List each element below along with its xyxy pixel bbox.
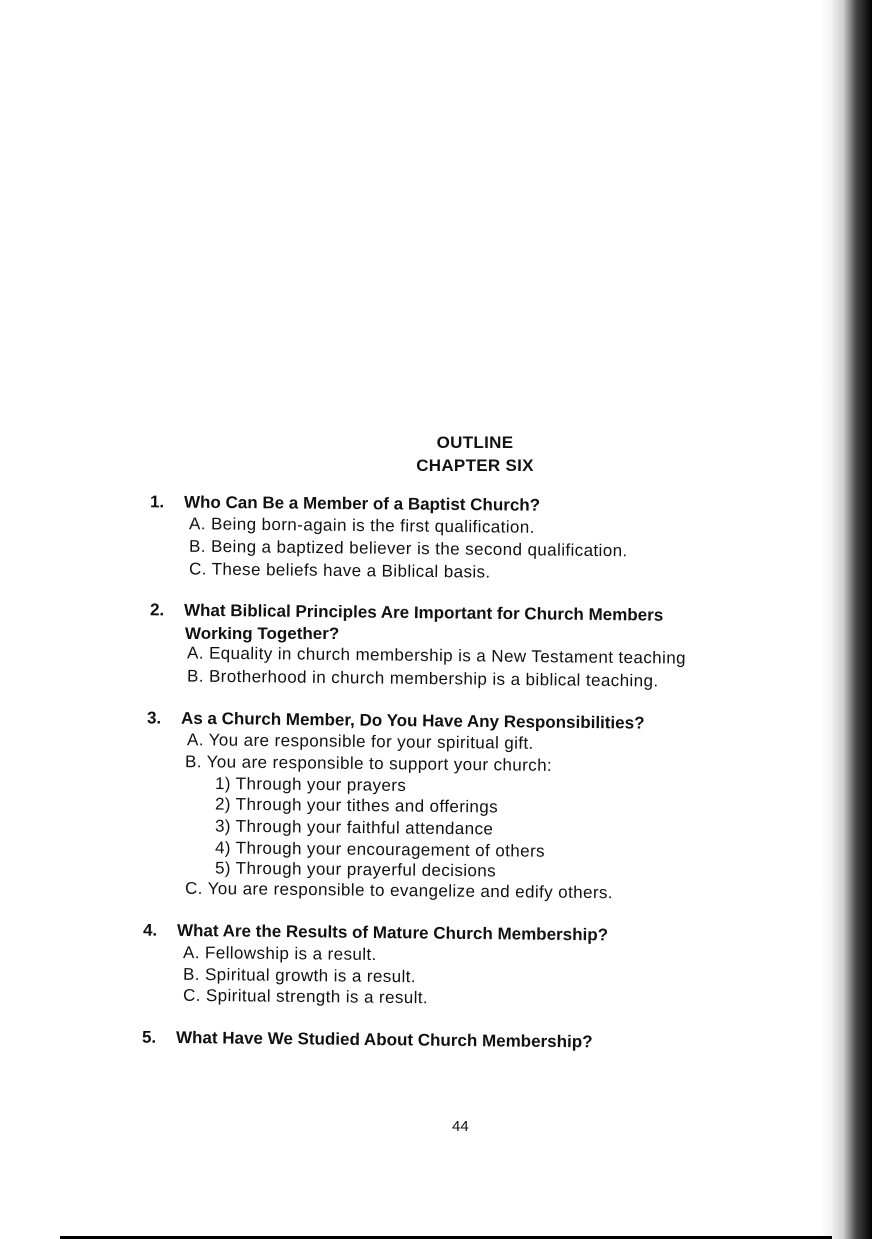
section-5-heading: [142, 1027, 593, 1054]
list-item: B. You are responsible to support your church:: [184, 752, 553, 775]
section-number: 4.: [142, 920, 158, 940]
list-item: 1) Through your prayers: [214, 773, 407, 796]
page-number: 44: [452, 1118, 469, 1135]
list-item: C. These beliefs have a Biblical basis.: [188, 559, 491, 582]
list-item: A. Equality in church membership is a New Testament teaching: [186, 643, 687, 668]
list-item: 2) Through your tithes and offerings: [214, 794, 499, 817]
list-item: B. Spiritual growth is a result.: [182, 964, 417, 987]
section-number: 3.: [146, 708, 162, 728]
section-title: What Biblical Principles Are Important for Church Members: [183, 600, 664, 625]
section-title: As a Church Member, Do You Have Any Responsibilities?: [180, 708, 645, 733]
section-title: What Are the Results of Mature Church Membership?: [176, 920, 609, 945]
list-item: B. Being a baptized believer is the second qualification.: [188, 536, 628, 561]
section-title: What Have We Studied About Church Membership?: [175, 1027, 593, 1052]
list-item: 3) Through your faithful attendance: [214, 816, 494, 839]
list-item: A. You are responsible for your spiritual gift.: [186, 730, 534, 753]
list-item: C. You are responsible to evangelize and edify others.: [184, 878, 614, 903]
section-number: 1.: [149, 492, 165, 512]
chapter-title: CHAPTER SIX: [416, 456, 534, 475]
section-number: 5.: [141, 1027, 157, 1047]
section-2-heading-cont: Working Together?: [185, 624, 340, 643]
list-item: A. Fellowship is a result.: [182, 942, 377, 965]
list-item: 4) Through your encouragement of others: [214, 838, 546, 861]
section-number: 2.: [149, 600, 165, 620]
scan-edge-shadow: [820, 0, 872, 1239]
list-item: A. Being born-again is the first qualification.: [188, 514, 535, 537]
section-1-heading: [150, 491, 540, 516]
list-item: 5) Through your prayerful decisions: [214, 858, 497, 881]
list-item: B. Brotherhood in church membership is a biblical teaching.: [186, 666, 659, 691]
section-title: Who Can Be a Member of a Baptist Church?: [183, 492, 541, 515]
outline-title: OUTLINE: [436, 433, 514, 452]
list-item: C. Spiritual strength is a result.: [182, 985, 429, 1008]
